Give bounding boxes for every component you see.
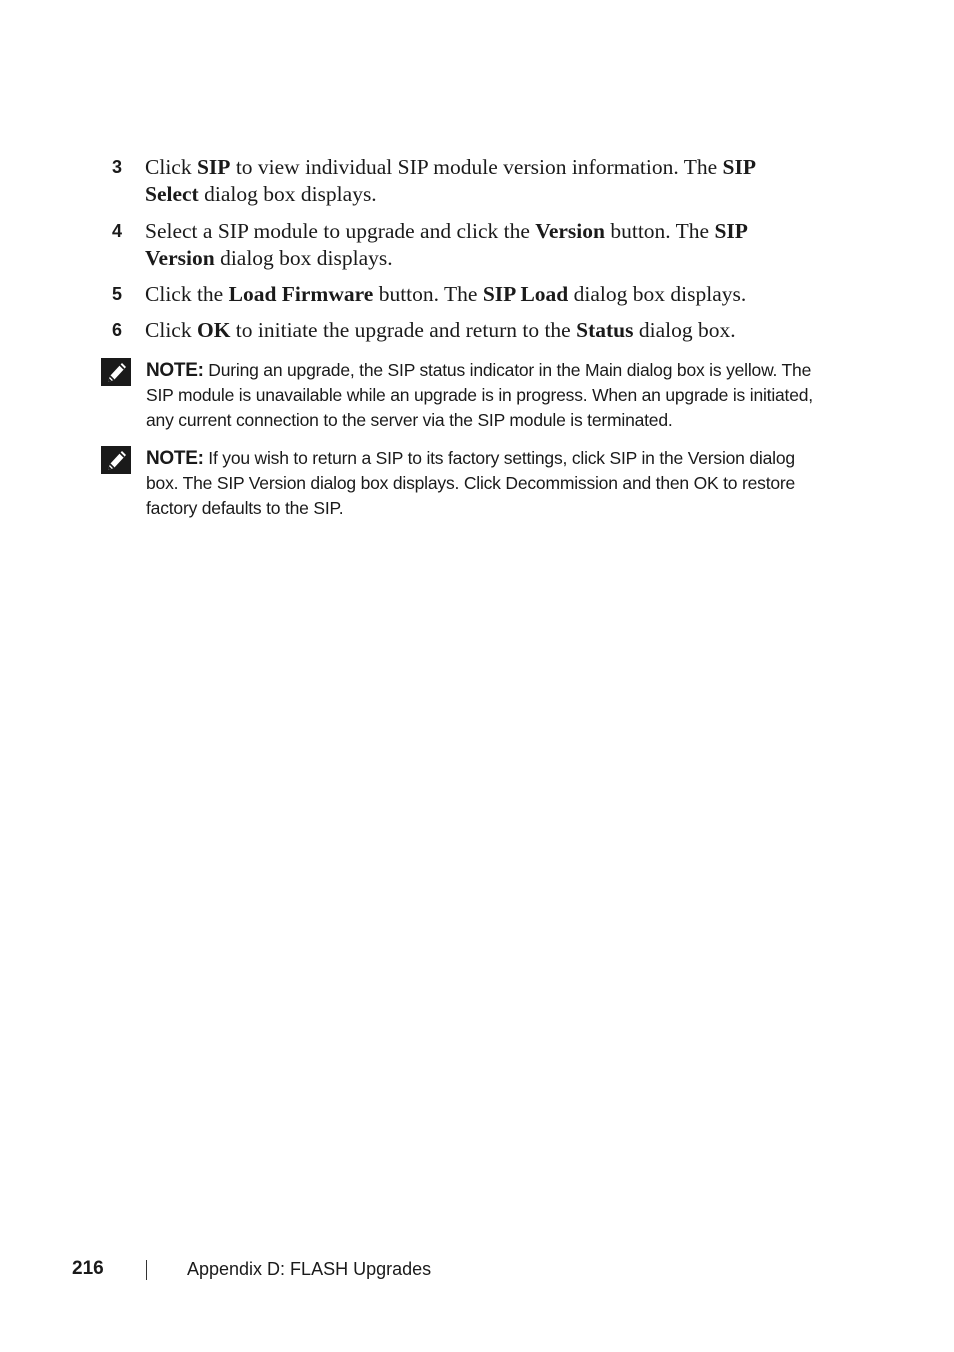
note-body (146, 446, 831, 521)
note-text: If you wish to return a SIP to its factory settings, click SIP in the Version dialog box. The SIP Version dialog box displays. Click Decommission and then OK to restore factory defaults to the SIP. (146, 448, 796, 518)
step-number: 4 (112, 221, 123, 241)
note-label: NOTE: (146, 448, 204, 469)
step-text: Select a SIP module to upgrade and click the Version button. The SIP Version dialog box displays. (145, 219, 747, 270)
step-number: 5 (112, 284, 123, 304)
section-title: Appendix D: FLASH Upgrades (187, 1259, 432, 1279)
note-body (146, 358, 831, 433)
step-text: Click the Load Firmware button. The SIP Load dialog box displays. (145, 282, 747, 306)
pencil-note-icon (101, 358, 131, 386)
page-number: 216 (72, 1258, 104, 1279)
page-footer (0, 1256, 954, 1286)
footer-divider (146, 1260, 147, 1280)
step-number: 3 (112, 157, 123, 177)
note-label: NOTE: (146, 360, 204, 381)
step-text: Click OK to initiate the upgrade and return to the Status dialog box. (145, 318, 736, 342)
pencil-note-icon (101, 446, 131, 474)
step-text: Click SIP to view individual SIP module version information. The SIP Select dialog box displays. (145, 155, 755, 206)
step-number: 6 (112, 320, 123, 340)
note-text: During an upgrade, the SIP status indicator in the Main dialog box is yellow. The SIP module is unavailable while an upgrade is in progress. When an upgrade is initiated, any current connection to the server via the SIP module is terminated. (146, 360, 813, 430)
